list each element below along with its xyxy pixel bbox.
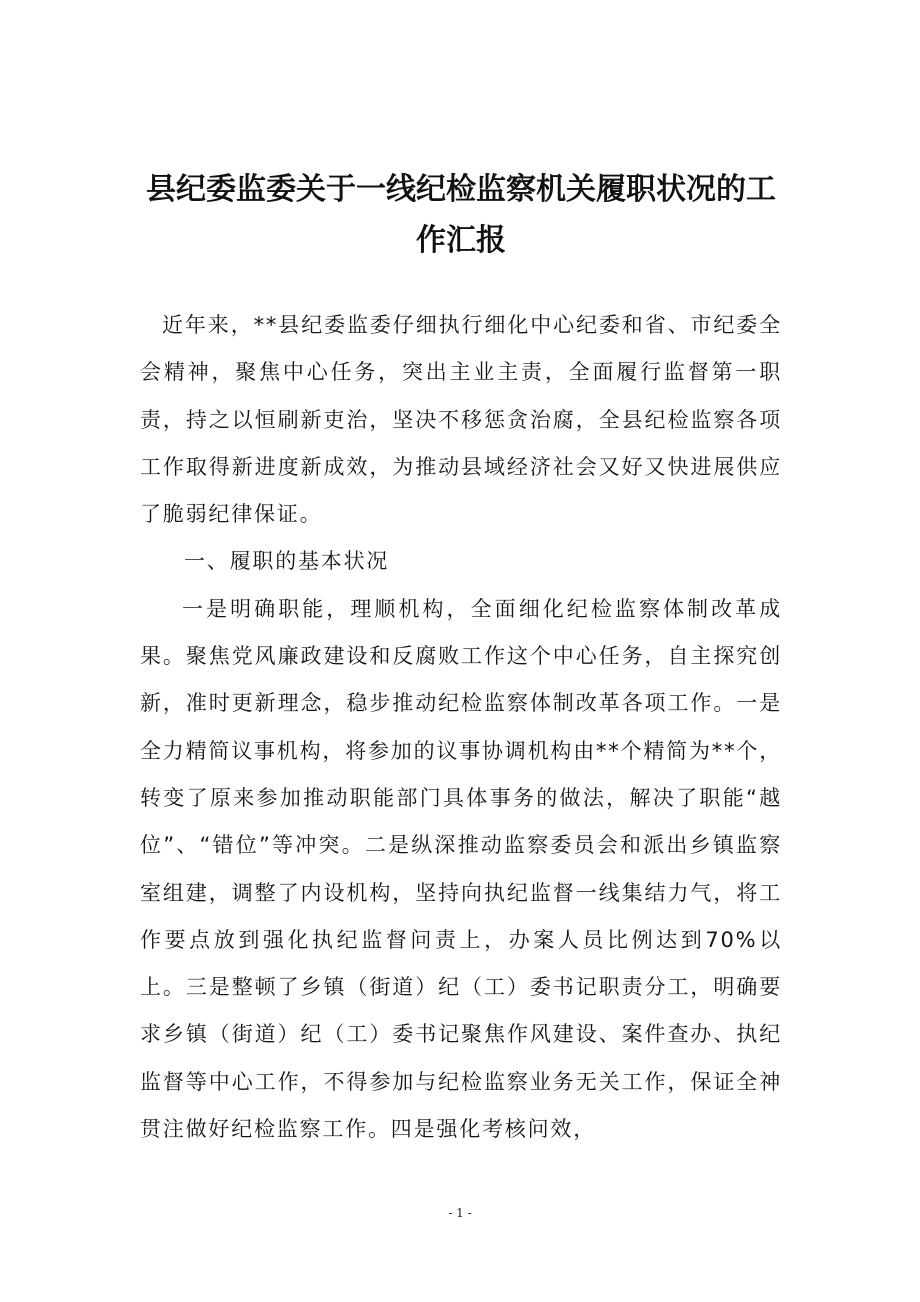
intro-paragraph: 近年来，**县纪委监委仔细执行细化中心纪委和省、市纪委全会精神，聚焦中心任务，突出主业主责，全面履行监督第一职责，持之以恒刷新吏治，坚决不移惩贪治腐，全县纪检监察各项工作取得新进度新成效，为推动县域经济社会又好又快进展供应了脆弱纪律保证。 (140, 313, 782, 527)
section-paragraph: 一是明确职能，理顺机构，全面细化纪检监察体制改革成果。聚焦党风廉政建设和反腐败工作这个中心任务，自主探究创新，准时更新理念，稳步推动纪检监察体制改革各项工作。一是全力精简议事机构，将参加的议事协调机构由**个精简为**个，转变了原来参加推动职能部门具体事务的做法，解决了职能“越位”、“错位”等冲突。二是纵深推动监察委员会和派出乡镇监察室组建，调整了内设机构，坚持向执纪监督一线集结力气，将工作要点放到强化执纪监督问责上，办案人员比例达到70%以上。三是整顿了乡镇（街道）纪（工）委书记职责分工，明确要求乡镇（街道）纪（工）委书记聚焦作风建设、案件查办、执纪监督等中心工作，不得参加与纪检监察业务无关工作，保证全神贯注做好纪检监察工作。四是强化考核问效， (140, 596, 782, 1142)
document-body (140, 302, 782, 1153)
page-number: - 1 - (448, 1206, 472, 1220)
document-title: 县纪委监委关于一线纪检监察机关履职状况的工作汇报 (146, 172, 776, 258)
section-heading: 一、履职的基本状况 (184, 549, 390, 574)
